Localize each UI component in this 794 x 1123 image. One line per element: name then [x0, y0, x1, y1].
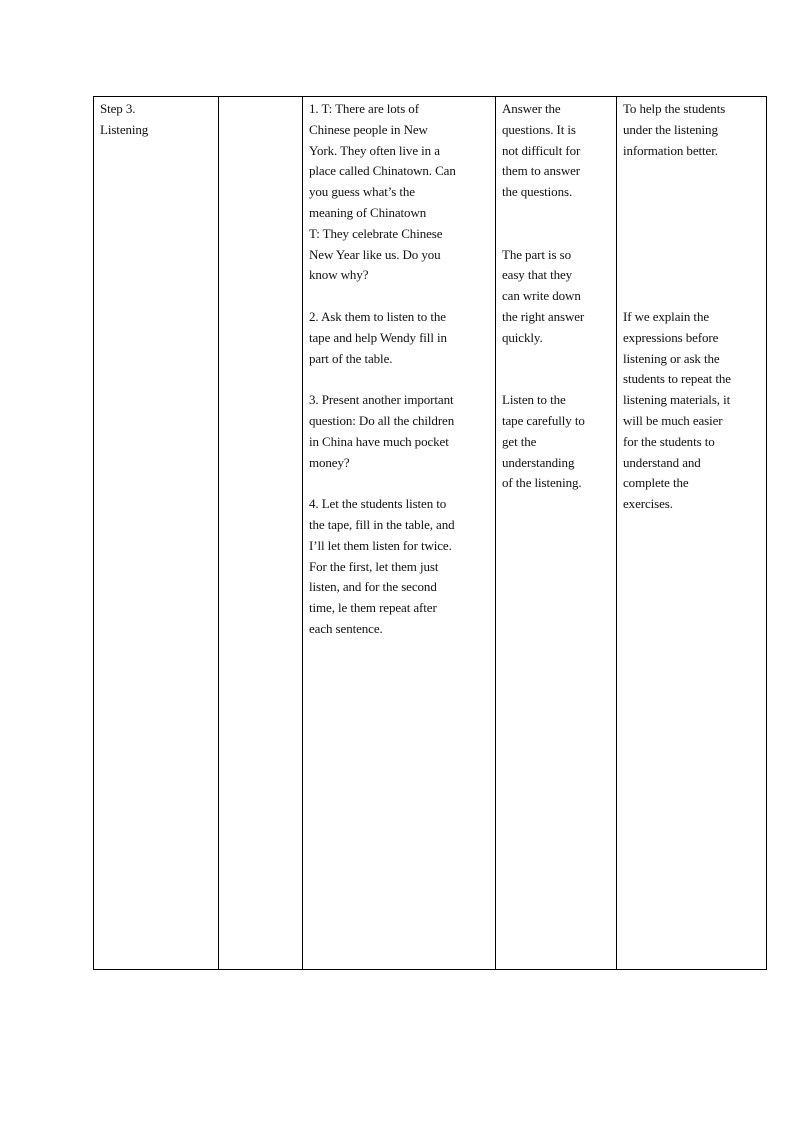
- procedure-line: time, le them repeat after: [309, 600, 437, 616]
- spacer: [502, 203, 610, 245]
- student-line: get the: [502, 433, 537, 449]
- procedure-line: New Year like us. Do you: [309, 246, 441, 262]
- lesson-plan-table: [93, 96, 767, 970]
- procedure-line: place called Chinatown. Can: [309, 163, 456, 179]
- student-line: can write down: [502, 288, 581, 304]
- student-line: The part is so: [502, 246, 572, 262]
- purpose-line: understand and: [623, 454, 701, 470]
- procedure-line: I’ll let them listen for twice.: [309, 537, 452, 553]
- purpose-line: students to repeat the: [623, 371, 731, 387]
- purpose-line: If we explain the: [623, 308, 710, 324]
- student-line: of the listening.: [502, 475, 582, 491]
- procedure-cell: [303, 97, 496, 970]
- purpose-line: information better.: [623, 142, 718, 158]
- procedure-line: listen, and for the second: [309, 579, 437, 595]
- student-line: the right answer: [502, 308, 585, 324]
- student-activity-cell: [496, 97, 617, 970]
- procedure-line: York. They often live in a: [309, 142, 440, 158]
- step-name: Listening: [100, 121, 149, 137]
- procedure-line: question: Do all the children: [309, 412, 455, 428]
- spacer: [623, 224, 760, 286]
- procedure-line: each sentence.: [309, 620, 383, 636]
- purpose-line: will be much easier: [623, 412, 723, 428]
- procedure-line: know why?: [309, 267, 369, 283]
- procedure-line: part of the table.: [309, 350, 393, 366]
- procedure-line: 1. T: There are lots of: [309, 101, 419, 116]
- spacer: [309, 286, 489, 307]
- table-row: [94, 97, 767, 970]
- student-line: questions. It is: [502, 121, 576, 137]
- purpose-line: listening materials, it: [623, 392, 731, 408]
- spacer: [309, 369, 489, 390]
- student-line: the questions.: [502, 184, 573, 200]
- empty-cell: [219, 97, 303, 970]
- procedure-line: 3. Present another important: [309, 392, 454, 408]
- procedure-line: meaning of Chinatown: [309, 204, 427, 220]
- procedure-line: tape and help Wendy fill in: [309, 329, 447, 345]
- procedure-line: the tape, fill in the table, and: [309, 516, 455, 532]
- purpose-line: expressions before: [623, 329, 719, 345]
- student-line: them to answer: [502, 163, 581, 179]
- purpose-line: exercises.: [623, 496, 673, 512]
- student-line: easy that they: [502, 267, 573, 283]
- purpose-line: complete the: [623, 475, 689, 491]
- procedure-line: you guess what’s the: [309, 184, 415, 200]
- purpose-line: for the students to: [623, 433, 715, 449]
- student-line: understanding: [502, 454, 575, 470]
- spacer: [309, 473, 489, 494]
- student-line: Answer the: [502, 101, 561, 116]
- student-line: Listen to the: [502, 392, 566, 408]
- spacer: [502, 349, 610, 391]
- procedure-line: money?: [309, 454, 350, 470]
- purpose-line: listening or ask the: [623, 350, 720, 366]
- student-line: quickly.: [502, 329, 543, 345]
- procedure-line: T: They celebrate Chinese: [309, 225, 443, 241]
- spacer: [623, 161, 760, 223]
- spacer: [623, 286, 760, 307]
- procedure-line: in China have much pocket: [309, 433, 449, 449]
- purpose-cell: [617, 97, 767, 970]
- procedure-line: Chinese people in New: [309, 121, 428, 137]
- procedure-line: 4. Let the students listen to: [309, 496, 447, 512]
- purpose-line: under the listening: [623, 121, 718, 137]
- procedure-line: For the first, let them just: [309, 558, 439, 574]
- step-label: Step 3.: [100, 101, 136, 116]
- purpose-line: To help the students: [623, 101, 726, 116]
- student-line: tape carefully to: [502, 412, 585, 428]
- student-line: not difficult for: [502, 142, 581, 158]
- procedure-line: 2. Ask them to listen to the: [309, 308, 446, 324]
- step-cell: [94, 97, 219, 970]
